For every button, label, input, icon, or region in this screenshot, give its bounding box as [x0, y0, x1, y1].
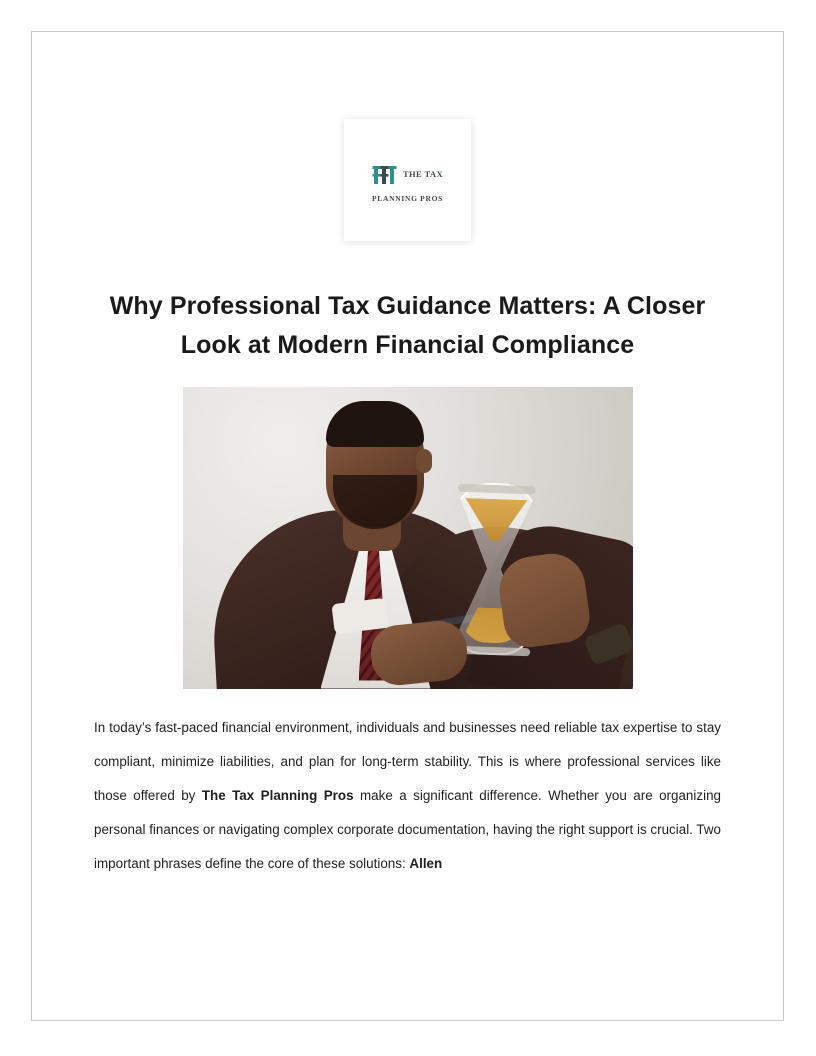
hero-image [183, 387, 633, 689]
paragraph-part-1: In today’s fast-paced financial environment, individuals and businesses need reliable tax expertise to stay compliant, minimize liabilities, and plan for long-term stability. This is where professional services like those offered by [94, 719, 721, 803]
logo-wordmark [403, 170, 443, 180]
logo-inner [372, 162, 443, 203]
body-paragraph [94, 711, 721, 882]
paragraph-bold-keyword: Allen [409, 856, 443, 872]
logo-row [372, 162, 443, 188]
hero-shirt-cuff [331, 597, 388, 633]
logo-container [94, 119, 721, 241]
hero-ear [416, 449, 432, 473]
logo-card [344, 119, 471, 241]
page-title: Why Professional Tax Guidance Matters: A Closer Look at Modern Financial Compliance [109, 292, 706, 359]
logo-line-2: PLANNING PROS [372, 193, 443, 203]
page-content [31, 31, 784, 1021]
tax-planning-pros-logo-mark-icon [372, 162, 398, 188]
hero-image-container [94, 387, 721, 689]
paragraph-part-2: make a significant difference. Whether you are organizing personal finances or navigating complex corporate documentation, having the right support is crucial. Two important phrases define the core of these solutions: [94, 787, 721, 872]
paragraph-bold-company: The Tax Planning Pros [201, 787, 354, 803]
logo-line-1: THE TAX [402, 168, 444, 179]
